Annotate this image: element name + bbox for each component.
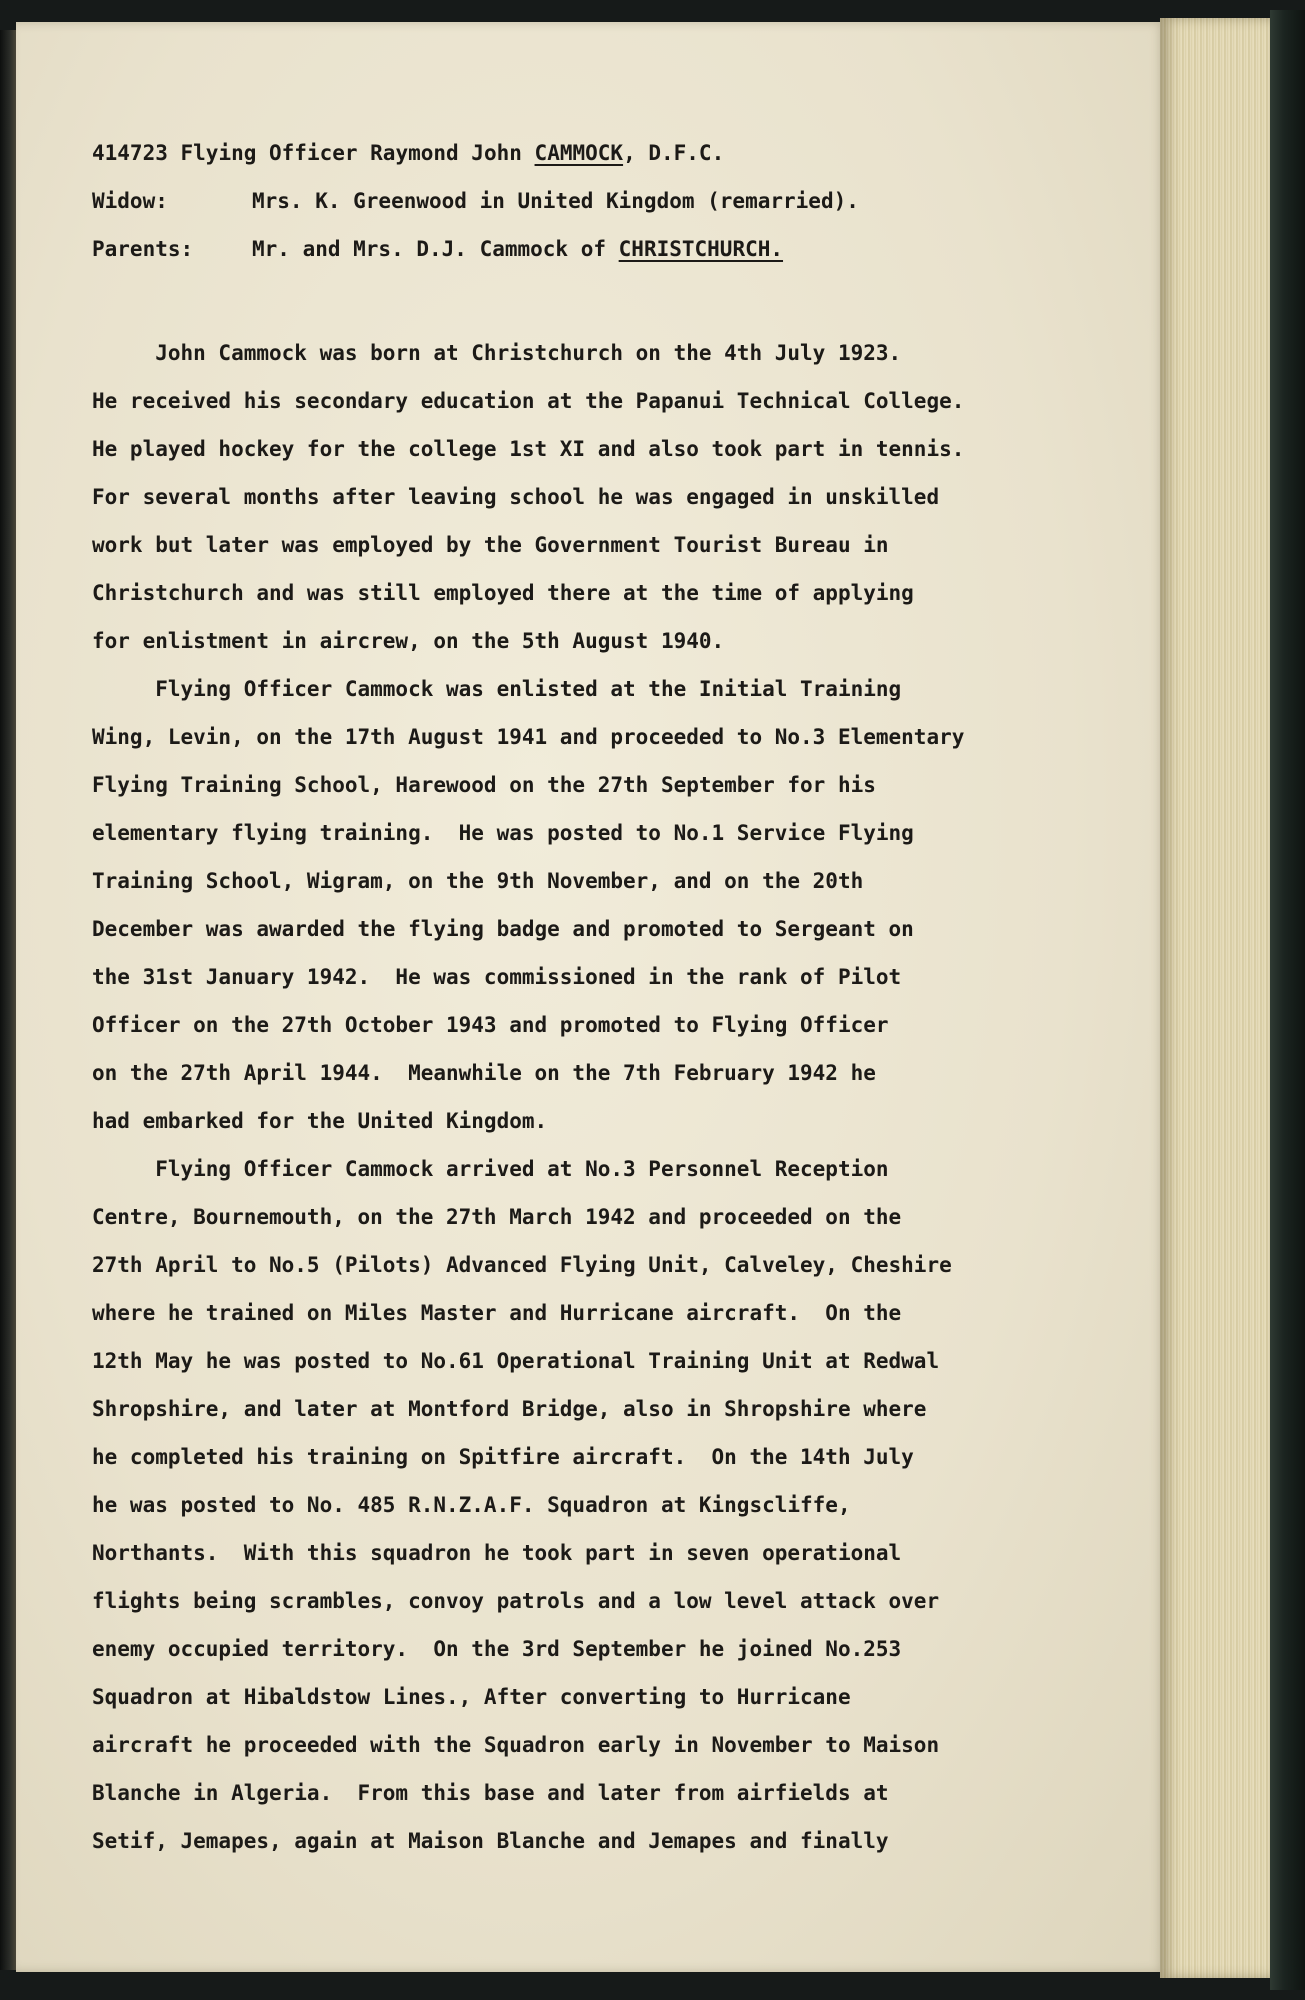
body-line: aircraft he proceeded with the Squadron early in November to Maison bbox=[92, 1733, 940, 1757]
book-binding-left bbox=[0, 30, 16, 1970]
body-line: For several months after leaving school he was engaged in unskilled bbox=[92, 485, 940, 509]
body-line: Flying Officer Cammock was enlisted at the Initial Training bbox=[92, 677, 902, 701]
body-line: He received his secondary education at the Papanui Technical College. bbox=[92, 389, 965, 413]
body-line: 27th April to No.5 (Pilots) Advanced Flying Unit, Calveley, Cheshire bbox=[92, 1253, 952, 1277]
widow-line bbox=[92, 186, 859, 216]
body-line: on the 27th April 1944. Meanwhile on the 7th February 1942 he bbox=[92, 1061, 876, 1085]
body-line: Squadron at Hibaldstow Lines., After converting to Hurricane bbox=[92, 1685, 851, 1709]
page-edges bbox=[1160, 18, 1270, 1978]
body-line: he completed his training on Spitfire aircraft. On the 14th July bbox=[92, 1445, 914, 1469]
parents-value: Mr. and Mrs. D.J. Cammock of bbox=[252, 237, 619, 261]
body-line: Wing, Levin, on the 17th August 1941 and proceeded to No.3 Elementary bbox=[92, 725, 965, 749]
body-line: had embarked for the United Kingdom. bbox=[92, 1109, 548, 1133]
body-line: Shropshire, and later at Montford Bridge, also in Shropshire where bbox=[92, 1397, 927, 1421]
decoration: , D.F.C. bbox=[623, 141, 725, 165]
body-line: He played hockey for the college 1st XI and also took part in tennis. bbox=[92, 437, 965, 461]
body-line: Christchurch and was still employed there at the time of applying bbox=[92, 581, 914, 605]
body-line: elementary flying training. He was posted to No.1 Service Flying bbox=[92, 821, 914, 845]
body-line: work but later was employed by the Government Tourist Bureau in bbox=[92, 533, 889, 557]
widow-label: Widow: bbox=[92, 189, 168, 213]
body-line: the 31st January 1942. He was commissioned in the rank of Pilot bbox=[92, 965, 902, 989]
body-line: enemy occupied territory. On the 3rd September he joined No.253 bbox=[92, 1637, 902, 1661]
book-spine bbox=[1270, 10, 1305, 1990]
body-line: 12th May he was posted to No.61 Operational Training Unit at Redwal bbox=[92, 1349, 940, 1373]
body-line: John Cammock was born at Christchurch on the 4th July 1923. bbox=[92, 341, 902, 365]
rank-name: Flying Officer Raymond John bbox=[180, 141, 522, 165]
body-line: Setif, Jemapes, again at Maison Blanche and Jemapes and finally bbox=[92, 1829, 889, 1853]
body-line: Officer on the 27th October 1943 and promoted to Flying Officer bbox=[92, 1013, 889, 1037]
body-line: Blanche in Algeria. From this base and later from airfields at bbox=[92, 1781, 889, 1805]
service-number: 414723 bbox=[92, 141, 168, 165]
body-line: flights being scrambles, convoy patrols and a low level attack over bbox=[92, 1589, 940, 1613]
body-line: Training School, Wigram, on the 9th November, and on the 20th bbox=[92, 869, 864, 893]
parents-city: CHRISTCHURCH. bbox=[618, 237, 784, 261]
widow-value: Mrs. K. Greenwood in United Kingdom (remarried). bbox=[252, 189, 859, 213]
body-line: he was posted to No. 485 R.N.Z.A.F. Squadron at Kingscliffe, bbox=[92, 1493, 851, 1517]
document-page bbox=[16, 22, 1166, 1972]
body-line: Flying Officer Cammock arrived at No.3 Personnel Reception bbox=[92, 1157, 889, 1181]
body-line: December was awarded the flying badge and promoted to Sergeant on bbox=[92, 917, 914, 941]
parents-label: Parents: bbox=[92, 237, 194, 261]
header-name-line bbox=[92, 138, 724, 168]
body-line: for enlistment in aircrew, on the 5th August 1940. bbox=[92, 629, 725, 653]
parents-line bbox=[92, 234, 783, 264]
surname: CAMMOCK bbox=[534, 141, 624, 165]
body-line: Centre, Bournemouth, on the 27th March 1942 and proceeded on the bbox=[92, 1205, 902, 1229]
body-line: Northants. With this squadron he took part in seven operational bbox=[92, 1541, 902, 1565]
body-line: where he trained on Miles Master and Hurricane aircraft. On the bbox=[92, 1301, 902, 1325]
body-line: Flying Training School, Harewood on the 27th September for his bbox=[92, 773, 876, 797]
